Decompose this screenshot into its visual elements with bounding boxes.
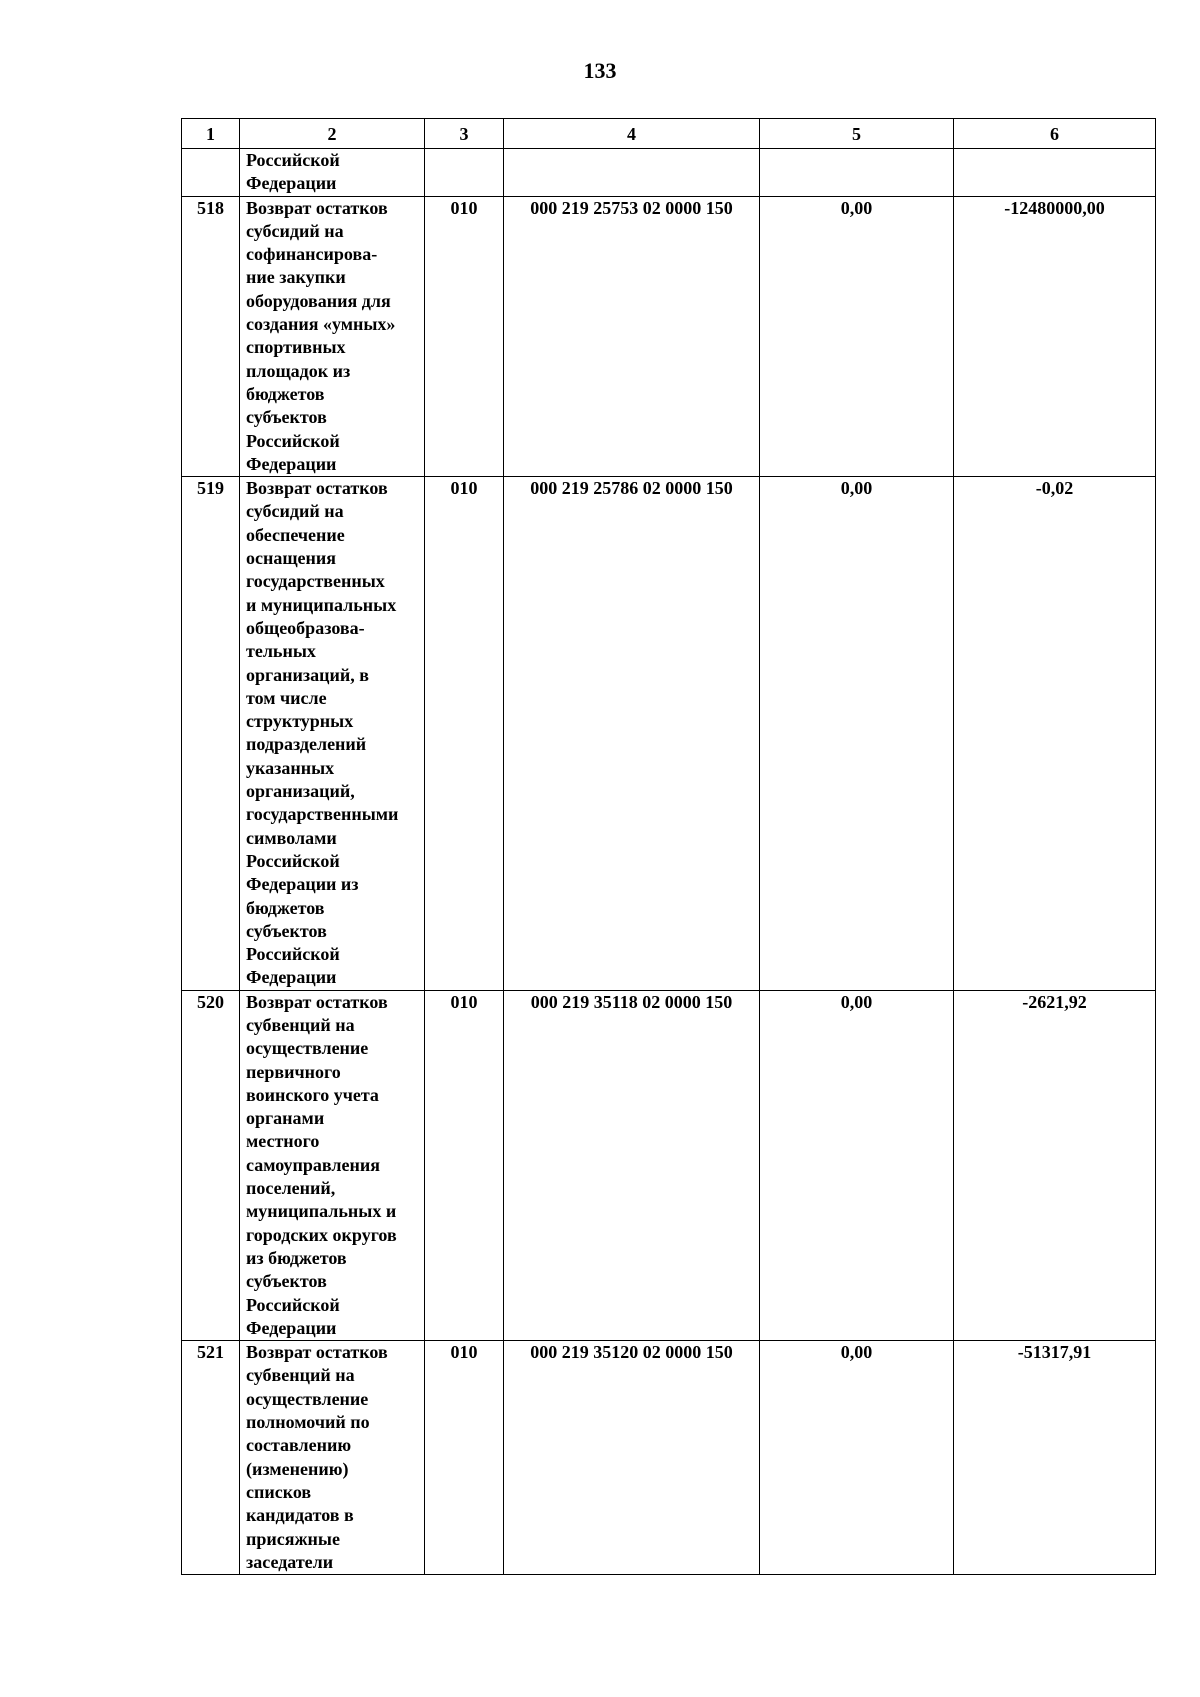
description-line: субъектов (246, 1271, 327, 1292)
row-plan-amount: 0,00 (760, 990, 954, 1340)
header-col-4: 4 (504, 119, 760, 149)
row-admin-code: 010 (425, 1341, 504, 1575)
description-line: и муниципальных (246, 594, 397, 615)
description-line: общеобразова- (246, 617, 365, 638)
description-line: оборудования для (246, 290, 391, 311)
description-line: местного (246, 1131, 320, 1152)
row-budget-code: 000 219 25753 02 0000 150 (504, 196, 760, 477)
description-line: заседатели (246, 1551, 334, 1572)
header-col-2: 2 (240, 119, 425, 149)
table-row-continuation (182, 149, 1156, 197)
header-col-3: 3 (425, 119, 504, 149)
description-line: Возврат остатков (246, 991, 388, 1012)
row-admin-code: 010 (425, 196, 504, 477)
description-line: Российской (246, 430, 340, 451)
description-line: бюджетов (246, 383, 325, 404)
row-plan-amount: 0,00 (760, 196, 954, 477)
header-col-6: 6 (954, 119, 1156, 149)
description-line: указанных (246, 757, 335, 778)
description-line: Российской (246, 944, 340, 965)
row-number: 518 (182, 196, 240, 477)
description-line: Российской (246, 1294, 340, 1315)
description-line: площадок из (246, 360, 351, 381)
description-line: субсидий на (246, 501, 344, 522)
description-line: государственных (246, 571, 385, 592)
row-description (240, 990, 425, 1340)
row-executed-amount (954, 149, 1156, 197)
description-line: самоуправления (246, 1154, 380, 1175)
description-line: муниципальных и (246, 1201, 397, 1222)
description-line: создания «умных» (246, 314, 396, 335)
description-line: (изменению) (246, 1458, 349, 1479)
description-line: Российской (246, 850, 340, 871)
description-line: полномочий по (246, 1412, 370, 1433)
description-line: тельных (246, 641, 316, 662)
description-line: ние закупки (246, 267, 346, 288)
header-row (182, 119, 1156, 149)
description-line: Российской (246, 150, 340, 170)
description-line: оснащения (246, 548, 337, 569)
description-line: осуществление (246, 1038, 369, 1059)
description-line: Возврат остатков (246, 1342, 388, 1363)
row-budget-code: 000 219 35120 02 0000 150 (504, 1341, 760, 1575)
description-line: Возврат остатков (246, 478, 388, 499)
description-line: Федерации (246, 173, 337, 194)
header-col-1: 1 (182, 119, 240, 149)
description-line: спортивных (246, 337, 346, 358)
description-line: символами (246, 827, 337, 848)
row-budget-code: 000 219 35118 02 0000 150 (504, 990, 760, 1340)
row-description (240, 477, 425, 991)
row-executed-amount: -12480000,00 (954, 196, 1156, 477)
description-line: субвенций на (246, 1365, 355, 1386)
row-budget-code: 000 219 25786 02 0000 150 (504, 477, 760, 991)
row-plan-amount: 0,00 (760, 477, 954, 991)
description-line: бюджетов (246, 897, 325, 918)
row-admin-code: 010 (425, 990, 504, 1340)
description-line: том числе (246, 687, 327, 708)
row-number: 519 (182, 477, 240, 991)
row-number: 520 (182, 990, 240, 1340)
description-line: воинского учета (246, 1084, 379, 1105)
description-line: Возврат остатков (246, 197, 388, 218)
row-admin-code (425, 149, 504, 197)
description-line: органами (246, 1108, 325, 1129)
description-line: Федерации из (246, 874, 359, 895)
description-line: субъектов (246, 407, 327, 428)
table-row (182, 990, 1156, 1340)
table-header (182, 119, 1156, 149)
table-row (182, 1341, 1156, 1575)
header-col-5: 5 (760, 119, 954, 149)
description-line: субъектов (246, 920, 327, 941)
description-line: организаций, в (246, 664, 369, 685)
table-row (182, 477, 1156, 991)
row-number (182, 149, 240, 197)
budget-table (181, 118, 1156, 1575)
description-line: Федерации (246, 967, 337, 988)
description-line: подразделений (246, 734, 367, 755)
row-plan-amount (760, 149, 954, 197)
row-description (240, 149, 425, 197)
description-line: субвенций на (246, 1014, 355, 1035)
description-line: присяжные (246, 1528, 340, 1549)
description-line: списков (246, 1481, 312, 1502)
description-line: кандидатов в (246, 1505, 354, 1526)
description-line: обеспечение (246, 524, 345, 545)
description-line: Федерации (246, 1317, 337, 1338)
description-line: государственными (246, 804, 399, 825)
description-line: поселений, (246, 1178, 336, 1199)
description-line: софинансирова- (246, 244, 378, 265)
table-body (182, 149, 1156, 1575)
description-line: городских округов (246, 1224, 397, 1245)
description-line: структурных (246, 711, 354, 732)
row-executed-amount: -51317,91 (954, 1341, 1156, 1575)
row-description (240, 196, 425, 477)
table-row (182, 196, 1156, 477)
description-line: первичного (246, 1061, 341, 1082)
row-description (240, 1341, 425, 1575)
description-line: осуществление (246, 1388, 369, 1409)
description-line: организаций, (246, 781, 355, 802)
row-executed-amount: -2621,92 (954, 990, 1156, 1340)
row-number: 521 (182, 1341, 240, 1575)
description-line: Федерации (246, 453, 337, 474)
row-admin-code: 010 (425, 477, 504, 991)
row-budget-code (504, 149, 760, 197)
description-line: из бюджетов (246, 1247, 347, 1268)
description-line: составлению (246, 1435, 352, 1456)
row-executed-amount: -0,02 (954, 477, 1156, 991)
page-number: 133 (583, 58, 617, 83)
description-line: субсидий на (246, 220, 344, 241)
row-plan-amount: 0,00 (760, 1341, 954, 1575)
